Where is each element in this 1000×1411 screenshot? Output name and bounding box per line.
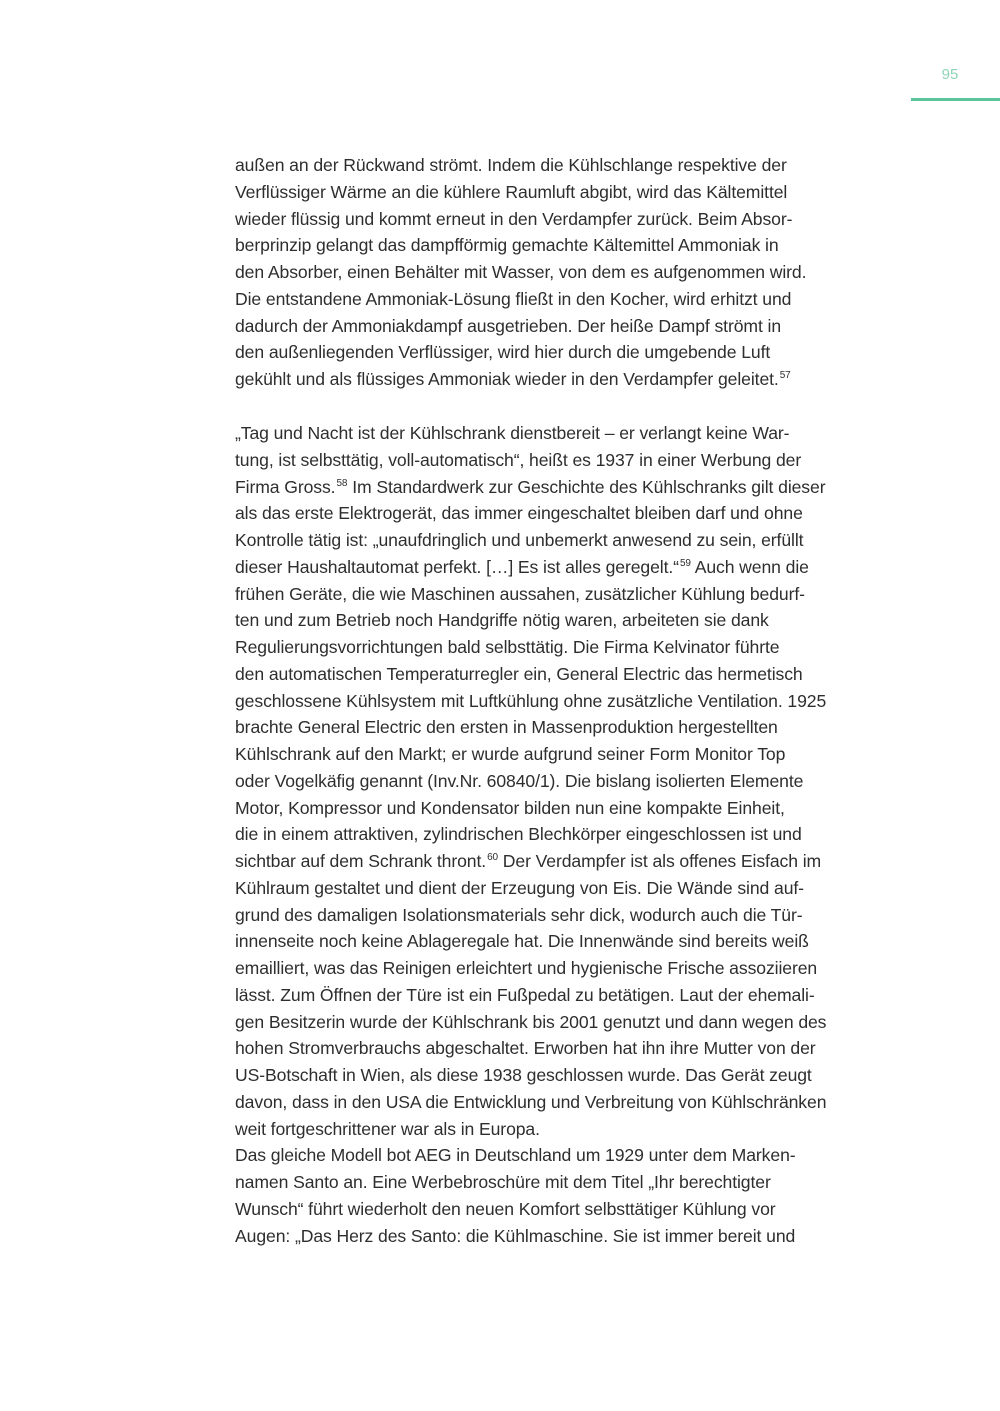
text-segment: emailliert, was das Reinigen erleichtert und hygienische Frische assoziieren xyxy=(235,958,818,978)
footnote-ref: 59 xyxy=(679,557,691,569)
text-segment: geschlossene Kühlsystem mit Luftkühlung ohne zusätzliche Ventilation. 1925 xyxy=(235,690,827,711)
header-rule xyxy=(911,98,1000,101)
text-segment: Motor, Kompressor und Kondensator bilden nun eine kompakte Einheit, xyxy=(235,797,785,818)
text-segment: grund des damaligen Isolationsmaterials sehr dick, wodurch auch die Tür- xyxy=(235,904,803,925)
text-line xyxy=(235,877,804,899)
text-segment: berprinzip gelangt das dampfförmig gemachte Kältemittel Ammoniak in xyxy=(235,235,779,256)
text-segment: Der Verdampfer ist als offenes Eisfach im xyxy=(498,851,822,871)
text-segment: als das erste Elektrogerät, das immer eingeschaltet bleiben darf und ohne xyxy=(235,503,803,524)
text-line xyxy=(235,716,778,738)
text-line xyxy=(235,797,785,819)
text-segment: Verflüssiger Wärme an die kühlere Raumluft abgibt, wird das Kältemittel xyxy=(235,181,788,202)
text-line xyxy=(235,556,809,582)
text-segment: Kühlraum gestaltet und dient der Erzeugung von Eis. Die Wände sind auf- xyxy=(235,877,804,898)
text-line xyxy=(235,930,809,952)
text-line xyxy=(235,261,806,283)
text-segment: hohen Stromverbrauchs abgeschaltet. Erworben hat ihn ihre Mutter von der xyxy=(235,1038,816,1059)
text-line xyxy=(235,823,802,845)
text-segment: Firma Gross. xyxy=(235,476,336,497)
text-segment: tung, ist selbsttätig, voll-automatisch“, heißt es 1937 in einer Werbung der xyxy=(235,449,802,470)
text-segment: lässt. Zum Öffnen der Türe ist ein Fußpedal zu betätigen. Laut der ehemali- xyxy=(235,984,815,1005)
text-line xyxy=(235,1171,771,1193)
text-line xyxy=(235,368,791,394)
text-segment: brachte General Electric den ersten in Massenproduktion hergestellten xyxy=(235,717,778,738)
text-line xyxy=(235,690,826,712)
text-segment: davon, dass in den USA die Entwicklung und Verbreitung von Kühlschränken xyxy=(235,1091,827,1112)
text-line xyxy=(235,1225,795,1247)
text-line xyxy=(235,529,803,551)
text-line xyxy=(235,181,787,203)
footnote-ref: 60 xyxy=(487,852,498,863)
text-segment: US-Botschaft in Wien, als diese 1938 geschlossen wurde. Das Gerät zeugt xyxy=(235,1065,812,1085)
text-segment: oder Vogelkäfig genannt (Inv.Nr. 60840/1). Die bislang isolierten Elemente xyxy=(235,770,804,791)
footnote-ref: 58 xyxy=(336,477,348,489)
text-line xyxy=(235,341,770,363)
text-segment: außen an der Rückwand strömt. Indem die Kühlschlange respektive der xyxy=(235,155,787,175)
text-segment: die in einem attraktiven, zylindrischen Blechkörper eingeschlossen ist und xyxy=(235,824,802,845)
text-line xyxy=(235,609,769,631)
text-segment: Augen: „Das Herz des Santo: die Kühlmaschine. Sie ist immer bereit und xyxy=(235,1225,796,1246)
text-segment: wieder flüssig und kommt erneut in den Verdampfer zurück. Beim Absor- xyxy=(235,208,793,229)
text-segment: dadurch der Ammoniakdampf ausgetrieben. Der heiße Dampf strömt in xyxy=(235,315,782,336)
text-segment: gen Besitzerin wurde der Kühlschrank bis 2001 genutzt und dann wegen des xyxy=(235,1011,827,1032)
text-segment: ten und zum Betrieb noch Handgriffe nötig waren, arbeiteten sie dank xyxy=(235,610,769,631)
text-segment: Im Standardwerk zur Geschichte des Kühlschranks gilt dieser xyxy=(347,476,826,497)
text-line xyxy=(235,154,787,176)
text-line xyxy=(235,234,779,256)
text-line xyxy=(235,636,779,658)
text-segment: innenseite noch keine Ablageregale hat. Die Innenwände sind bereits weiß xyxy=(235,931,809,952)
text-line xyxy=(235,208,792,230)
text-line xyxy=(235,315,781,337)
text-segment: den Absorber, einen Behälter mit Wasser, von dem es aufgenommen wird. xyxy=(235,262,807,282)
text-line xyxy=(235,1037,816,1059)
text-segment: Kontrolle tätig ist: „unaufdringlich und unbemerkt anwesend zu sein, erfüllt xyxy=(235,530,804,550)
text-line xyxy=(235,583,805,605)
text-line xyxy=(235,850,821,876)
text-segment: dieser Haushaltautomat perfekt. […] Es ist alles geregelt.“ xyxy=(235,556,679,577)
text-segment: den außenliegenden Verflüssiger, wird hier durch die umgebende Luft xyxy=(235,342,771,363)
text-line xyxy=(235,422,789,444)
text-segment: gekühlt und als flüssiges Ammoniak wieder in den Verdampfer geleitet. xyxy=(235,369,779,389)
text-segment: Auch wenn die xyxy=(690,556,809,577)
text-line xyxy=(235,1144,796,1166)
text-line xyxy=(235,957,817,979)
text-segment: sichtbar auf dem Schrank thront. xyxy=(235,851,487,871)
page-number: 95 xyxy=(941,66,959,83)
text-segment: Regulierungsvorrichtungen bald selbsttätig. Die Firma Kelvinator führte xyxy=(235,637,780,657)
text-segment: den automatischen Temperaturregler ein, General Electric das hermetisch xyxy=(235,663,803,684)
text-segment: Das gleiche Modell bot AEG in Deutschland um 1929 unter dem Marken- xyxy=(235,1145,796,1166)
text-line xyxy=(235,770,803,792)
text-line xyxy=(235,663,803,685)
text-segment: namen Santo an. Eine Werbebroschüre mit dem Titel „Ihr berechtigter xyxy=(235,1172,771,1192)
text-line xyxy=(235,1064,812,1086)
text-line xyxy=(235,476,825,502)
footnote-ref: 57 xyxy=(779,370,791,381)
text-line xyxy=(235,1118,540,1140)
text-segment: „Tag und Nacht ist der Kühlschrank dienstbereit – er verlangt keine War- xyxy=(235,423,790,443)
text-line xyxy=(235,1198,776,1220)
text-line xyxy=(235,288,791,310)
text-line xyxy=(235,449,801,471)
text-line xyxy=(235,1011,826,1033)
text-line xyxy=(235,984,815,1006)
text-segment: Die entstandene Ammoniak-Lösung fließt in den Kocher, wird erhitzt und xyxy=(235,288,792,309)
text-segment: frühen Geräte, die wie Maschinen aussahen, zusätzlicher Kühlung bedurf- xyxy=(235,583,805,604)
text-line xyxy=(235,1091,826,1113)
text-segment: Kühlschrank auf den Markt; er wurde aufgrund seiner Form Monitor Top xyxy=(235,744,786,764)
text-line xyxy=(235,502,803,524)
text-segment: weit fortgeschrittener war als in Europa. xyxy=(235,1118,540,1139)
text-line xyxy=(235,904,803,926)
text-segment: Wunsch“ führt wiederholt den neuen Komfort selbsttätiger Kühlung vor xyxy=(235,1198,776,1219)
text-line xyxy=(235,743,785,765)
